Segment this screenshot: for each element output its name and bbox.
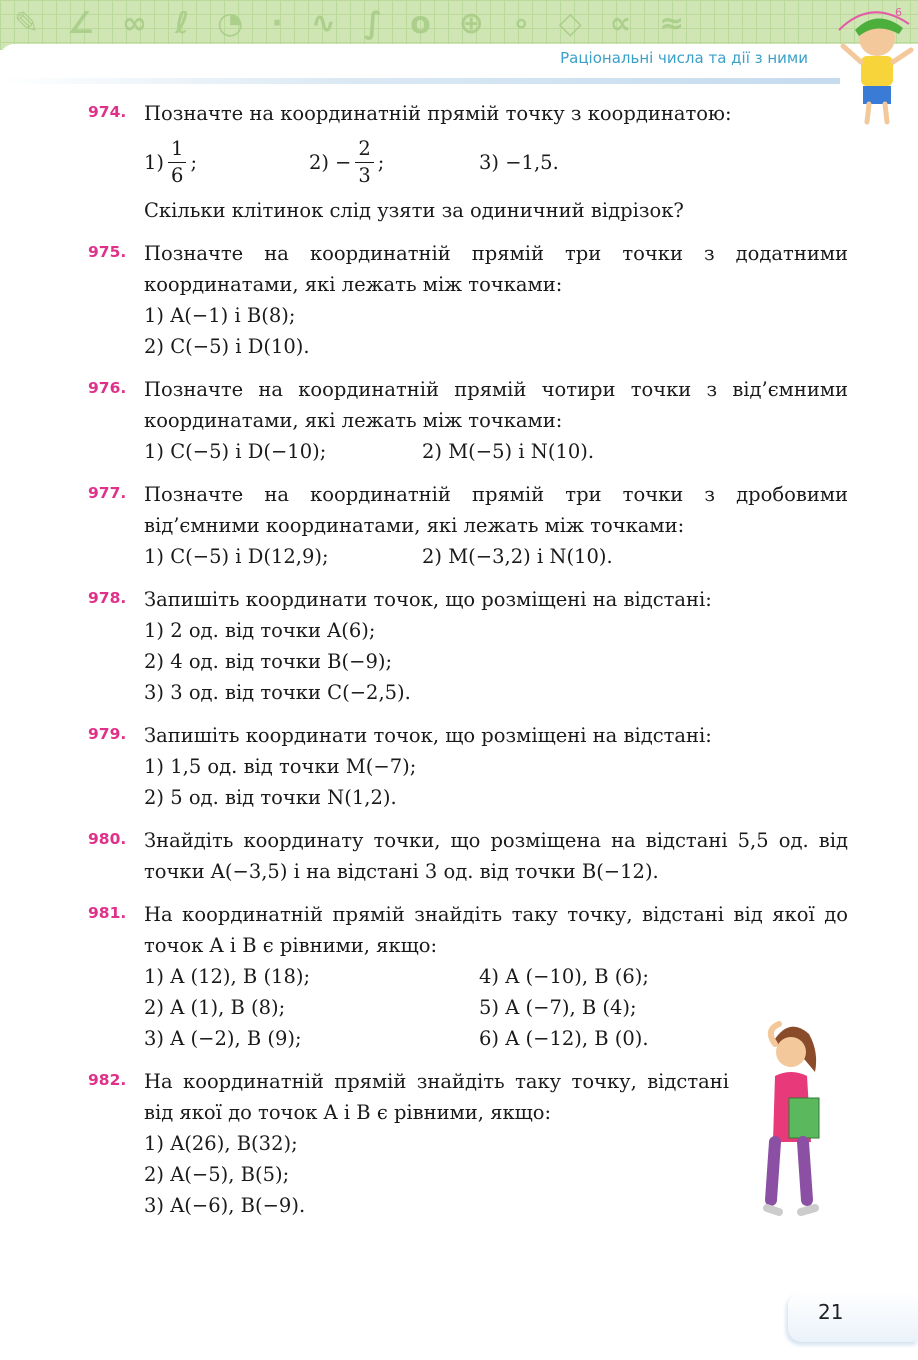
exercise-981 xyxy=(88,899,848,1054)
list-item: 2) M(−5) і N(10). xyxy=(422,440,595,463)
exercise-975 xyxy=(88,238,848,362)
fraction-items xyxy=(144,129,848,195)
fraction-numerator: 1 xyxy=(168,136,186,163)
exercise-974 xyxy=(88,98,848,226)
list-item: 2) 5 од. від точки N(1,2). xyxy=(144,786,397,809)
exercise-list xyxy=(88,98,848,1233)
exercise-number: 982. xyxy=(88,1071,127,1089)
exercise-statement: Знайдіть координату точки, що розміщена на відстані 5,5 од. від точки A(−3,5) і на відстані 3 од. від точки B(−12). xyxy=(144,829,848,883)
fraction-numerator: 2 xyxy=(355,136,373,163)
exercise-statement: Позначте на координатній прямій чотири точки з від’ємними координатами, які лежать між точками: xyxy=(144,378,848,432)
exercise-statement: Запишіть координати точок, що розміщені на відстані: xyxy=(144,588,712,611)
exercise-statement: Позначте на координатній прямій точку з координатою: xyxy=(144,102,732,125)
math-doodles: ✎∠∞ℓ◔·∿∫o⊕∘◇∝≈ xyxy=(14,6,713,41)
list-item: 1) A(26), B(32); xyxy=(144,1132,298,1155)
svg-text:6: 6 xyxy=(895,6,902,19)
exercise-number: 981. xyxy=(88,904,127,922)
list-item: 3) A (−2), B (9); xyxy=(144,1027,302,1050)
header-decoration-band xyxy=(0,0,918,50)
exercise-982 xyxy=(88,1066,848,1221)
exercise-statement: Позначте на координатній прямій три точки з дробовими від’ємними координатами, які лежать між точками: xyxy=(144,483,848,537)
exercise-number: 980. xyxy=(88,830,127,848)
list-item: 3) 3 од. від точки C(−2,5). xyxy=(144,681,411,704)
list-item: 2) A (1), B (8); xyxy=(144,996,286,1019)
girl-illustration xyxy=(745,1012,835,1227)
exercise-statement: На координатній прямій знайдіть таку точку, відстані від якої до точок A і B є рівними, якщо: xyxy=(144,903,848,957)
page-number-tab xyxy=(788,1292,918,1342)
minus-sign: − xyxy=(335,150,352,174)
list-item: 5) A (−7), B (4); xyxy=(479,996,637,1019)
list-item: 1) C(−5) і D(12,9); xyxy=(144,545,329,568)
exercise-question: Скільки клітинок слід узяти за одиничний відрізок? xyxy=(144,199,684,222)
fraction-denominator: 3 xyxy=(358,163,371,187)
list-item: 2) C(−5) і D(10). xyxy=(144,335,310,358)
exercise-statement: Запишіть координати точок, що розміщені на відстані: xyxy=(144,724,712,747)
running-title: Раціональні числа та дії з ними xyxy=(560,49,808,67)
list-item: 2) 4 од. від точки B(−9); xyxy=(144,650,393,673)
item-prefix: 2) xyxy=(309,150,330,174)
exercise-number: 975. xyxy=(88,243,127,261)
item-suffix: ; xyxy=(190,150,198,174)
list-item: 3) A(−6), B(−9). xyxy=(144,1194,306,1217)
list-item: 4) A (−10), B (6); xyxy=(479,965,649,988)
fraction-item-1 xyxy=(144,136,309,189)
list-item: 1) A(−1) і B(8); xyxy=(144,304,296,327)
fraction-item-3: 3) −1,5. xyxy=(479,150,559,174)
item-suffix: ; xyxy=(377,150,385,174)
page-number: 21 xyxy=(818,1300,844,1324)
header-rule xyxy=(0,78,840,84)
exercise-number: 977. xyxy=(88,484,127,502)
list-item: 1) 1,5 од. від точки M(−7); xyxy=(144,755,417,778)
fraction xyxy=(355,136,373,189)
exercise-statement: Позначте на координатній прямій три точки з додатними координатами, які лежать між точками: xyxy=(144,242,848,296)
list-item: 2) M(−3,2) і N(10). xyxy=(422,545,613,568)
fraction-denominator: 6 xyxy=(171,163,184,187)
exercise-980 xyxy=(88,825,848,887)
exercise-978 xyxy=(88,584,848,708)
item-prefix: 1) xyxy=(144,150,165,174)
exercise-number: 978. xyxy=(88,589,127,607)
fraction-item-2 xyxy=(309,136,479,189)
list-item: 1) A (12), B (18); xyxy=(144,965,311,988)
exercise-statement: На координатній прямій знайдіть таку точку, відстані від якої до точок A і B є рівними, якщо: xyxy=(144,1070,729,1124)
list-item: 2) A(−5), B(5); xyxy=(144,1163,290,1186)
exercise-number: 979. xyxy=(88,725,127,743)
list-item: 6) A (−12), B (0). xyxy=(479,1027,649,1050)
exercise-number: 974. xyxy=(88,103,127,121)
exercise-number: 976. xyxy=(88,379,127,397)
exercise-976 xyxy=(88,374,848,467)
list-item: 1) C(−5) і D(−10); xyxy=(144,440,327,463)
list-item: 1) 2 од. від точки A(6); xyxy=(144,619,376,642)
exercise-979 xyxy=(88,720,848,813)
fraction xyxy=(168,136,186,189)
exercise-977 xyxy=(88,479,848,572)
